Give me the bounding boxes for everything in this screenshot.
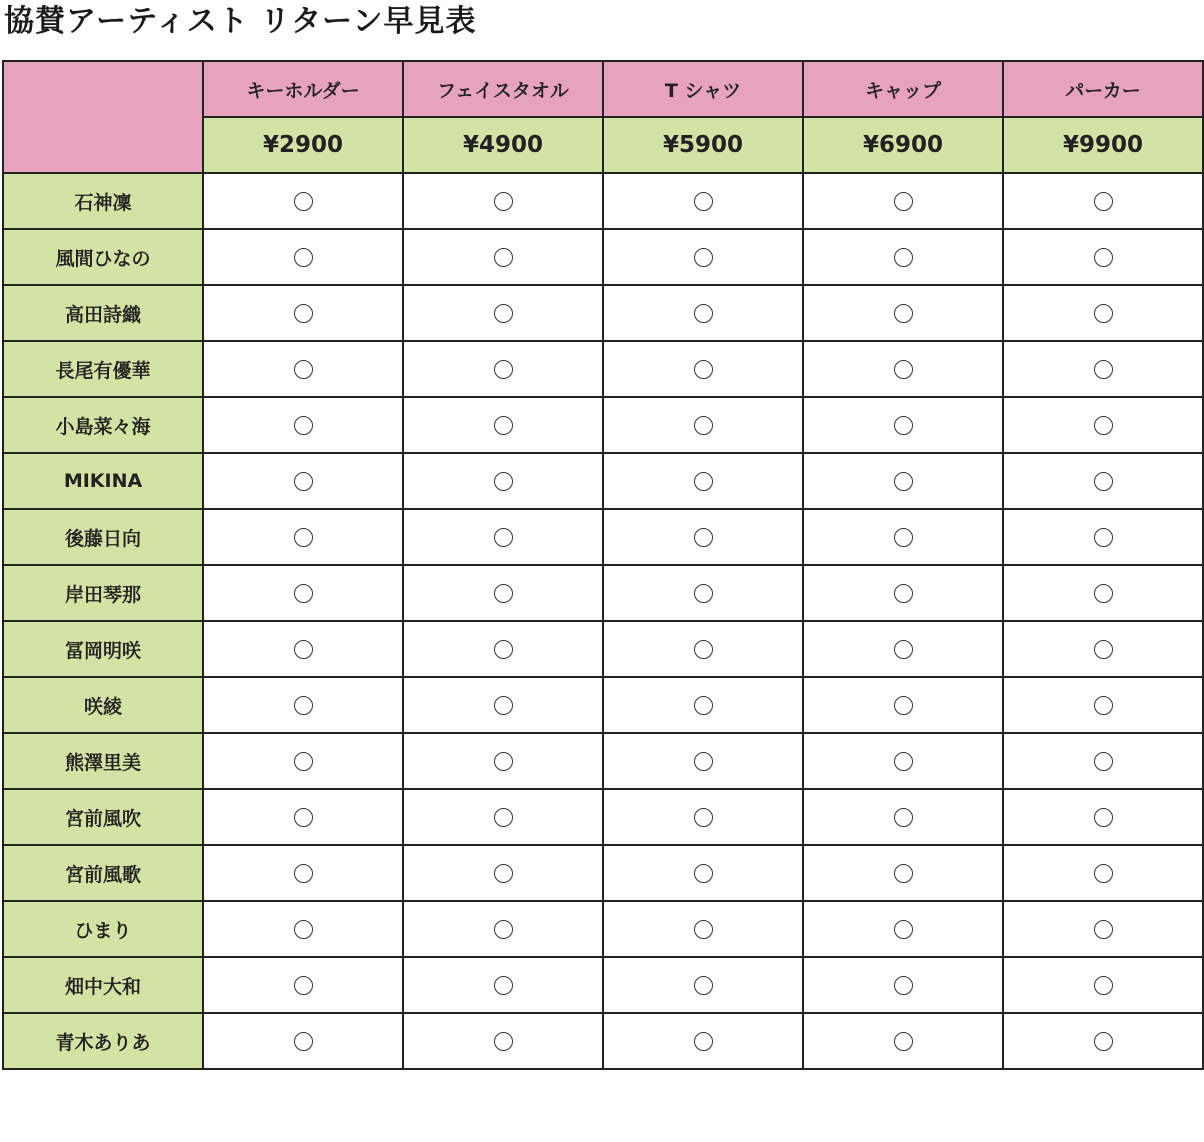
availability-cell — [403, 453, 603, 509]
availability-cell — [403, 621, 603, 677]
availability-cell — [403, 901, 603, 957]
circle-mark-icon — [294, 864, 313, 883]
availability-cell — [203, 1013, 403, 1069]
circle-mark-icon — [1094, 192, 1113, 211]
availability-cell — [203, 229, 403, 285]
circle-mark-icon — [1094, 304, 1113, 323]
circle-mark-icon — [294, 360, 313, 379]
price-t-shirt: ¥5900 — [603, 117, 803, 173]
circle-mark-icon — [1094, 920, 1113, 939]
availability-cell — [803, 509, 1003, 565]
availability-cell — [403, 957, 603, 1013]
circle-mark-icon — [494, 640, 513, 659]
availability-cell — [203, 845, 403, 901]
artist-name: 宮前風歌 — [3, 845, 203, 901]
artist-name: 咲綾 — [3, 677, 203, 733]
availability-cell — [403, 845, 603, 901]
circle-mark-icon — [494, 528, 513, 547]
price-hoodie: ¥9900 — [1003, 117, 1203, 173]
circle-mark-icon — [694, 864, 713, 883]
availability-cell — [1003, 509, 1203, 565]
availability-cell — [603, 1013, 803, 1069]
circle-mark-icon — [1094, 416, 1113, 435]
availability-cell — [403, 285, 603, 341]
circle-mark-icon — [294, 528, 313, 547]
circle-mark-icon — [1094, 976, 1113, 995]
artist-name: ひまり — [3, 901, 203, 957]
circle-mark-icon — [894, 472, 913, 491]
availability-cell — [1003, 621, 1203, 677]
table-row — [3, 285, 1203, 341]
availability-cell — [203, 285, 403, 341]
table-row — [3, 845, 1203, 901]
availability-cell — [203, 621, 403, 677]
circle-mark-icon — [1094, 640, 1113, 659]
artist-name: 風間ひなの — [3, 229, 203, 285]
availability-cell — [803, 789, 1003, 845]
circle-mark-icon — [894, 528, 913, 547]
circle-mark-icon — [1094, 360, 1113, 379]
circle-mark-icon — [894, 416, 913, 435]
circle-mark-icon — [1094, 696, 1113, 715]
availability-cell — [603, 285, 803, 341]
artist-name: 石神凜 — [3, 173, 203, 229]
circle-mark-icon — [294, 248, 313, 267]
circle-mark-icon — [694, 696, 713, 715]
circle-mark-icon — [494, 248, 513, 267]
table-row — [3, 789, 1203, 845]
availability-cell — [203, 453, 403, 509]
circle-mark-icon — [694, 808, 713, 827]
circle-mark-icon — [694, 472, 713, 491]
table-row — [3, 229, 1203, 285]
artist-name: 宮前風吹 — [3, 789, 203, 845]
availability-cell — [803, 733, 1003, 789]
availability-cell — [203, 677, 403, 733]
table-row — [3, 621, 1203, 677]
item-header-face-towel: フェイスタオル — [403, 61, 603, 117]
circle-mark-icon — [494, 360, 513, 379]
circle-mark-icon — [694, 752, 713, 771]
artist-name: 冨岡明咲 — [3, 621, 203, 677]
circle-mark-icon — [294, 808, 313, 827]
circle-mark-icon — [694, 920, 713, 939]
availability-cell — [803, 397, 1003, 453]
circle-mark-icon — [1094, 528, 1113, 547]
circle-mark-icon — [694, 640, 713, 659]
availability-cell — [1003, 453, 1203, 509]
circle-mark-icon — [494, 976, 513, 995]
circle-mark-icon — [494, 416, 513, 435]
circle-mark-icon — [894, 192, 913, 211]
availability-cell — [403, 173, 603, 229]
circle-mark-icon — [294, 976, 313, 995]
circle-mark-icon — [494, 192, 513, 211]
availability-cell — [603, 341, 803, 397]
circle-mark-icon — [894, 1032, 913, 1051]
circle-mark-icon — [494, 472, 513, 491]
circle-mark-icon — [294, 696, 313, 715]
artist-name: 畑中大和 — [3, 957, 203, 1013]
artist-name: 小島菜々海 — [3, 397, 203, 453]
circle-mark-icon — [894, 248, 913, 267]
availability-cell — [203, 565, 403, 621]
availability-cell — [803, 229, 1003, 285]
circle-mark-icon — [694, 416, 713, 435]
circle-mark-icon — [494, 1032, 513, 1051]
availability-cell — [1003, 733, 1203, 789]
circle-mark-icon — [494, 696, 513, 715]
circle-mark-icon — [294, 920, 313, 939]
availability-cell — [403, 509, 603, 565]
circle-mark-icon — [294, 304, 313, 323]
circle-mark-icon — [494, 920, 513, 939]
circle-mark-icon — [694, 528, 713, 547]
availability-cell — [803, 621, 1003, 677]
circle-mark-icon — [494, 584, 513, 603]
availability-cell — [603, 733, 803, 789]
availability-cell — [1003, 789, 1203, 845]
circle-mark-icon — [694, 304, 713, 323]
availability-cell — [403, 229, 603, 285]
circle-mark-icon — [894, 696, 913, 715]
availability-cell — [1003, 229, 1203, 285]
availability-cell — [603, 509, 803, 565]
item-header-row — [3, 61, 1203, 117]
circle-mark-icon — [494, 304, 513, 323]
availability-cell — [403, 1013, 603, 1069]
table-row — [3, 733, 1203, 789]
circle-mark-icon — [294, 752, 313, 771]
artist-rows — [3, 173, 1203, 1069]
circle-mark-icon — [894, 304, 913, 323]
rewards-table — [2, 60, 1204, 1070]
availability-cell — [1003, 173, 1203, 229]
availability-cell — [1003, 845, 1203, 901]
corner-cell — [3, 61, 203, 173]
availability-cell — [803, 453, 1003, 509]
artist-name: 青木ありあ — [3, 1013, 203, 1069]
availability-cell — [803, 285, 1003, 341]
availability-cell — [803, 957, 1003, 1013]
availability-cell — [203, 509, 403, 565]
circle-mark-icon — [494, 808, 513, 827]
availability-cell — [1003, 901, 1203, 957]
availability-cell — [203, 173, 403, 229]
price-face-towel: ¥4900 — [403, 117, 603, 173]
availability-cell — [603, 677, 803, 733]
circle-mark-icon — [894, 752, 913, 771]
price-keychain: ¥2900 — [203, 117, 403, 173]
circle-mark-icon — [294, 472, 313, 491]
circle-mark-icon — [894, 360, 913, 379]
availability-cell — [803, 1013, 1003, 1069]
table-row — [3, 341, 1203, 397]
circle-mark-icon — [294, 640, 313, 659]
circle-mark-icon — [1094, 472, 1113, 491]
table-row — [3, 453, 1203, 509]
circle-mark-icon — [894, 808, 913, 827]
availability-cell — [403, 677, 603, 733]
availability-cell — [203, 901, 403, 957]
availability-cell — [603, 621, 803, 677]
availability-cell — [1003, 1013, 1203, 1069]
availability-cell — [803, 677, 1003, 733]
table-row — [3, 565, 1203, 621]
table-row — [3, 397, 1203, 453]
availability-cell — [803, 901, 1003, 957]
availability-cell — [603, 397, 803, 453]
circle-mark-icon — [1094, 248, 1113, 267]
artist-name: MIKINA — [3, 453, 203, 509]
availability-cell — [203, 733, 403, 789]
availability-cell — [403, 733, 603, 789]
table-row — [3, 173, 1203, 229]
circle-mark-icon — [694, 584, 713, 603]
item-header-cap: キャップ — [803, 61, 1003, 117]
circle-mark-icon — [294, 584, 313, 603]
circle-mark-icon — [494, 864, 513, 883]
availability-cell — [403, 341, 603, 397]
availability-cell — [203, 397, 403, 453]
circle-mark-icon — [694, 360, 713, 379]
availability-cell — [603, 901, 803, 957]
availability-cell — [803, 341, 1003, 397]
availability-cell — [603, 845, 803, 901]
artist-name: 岸田琴那 — [3, 565, 203, 621]
artist-name: 熊澤里美 — [3, 733, 203, 789]
artist-name: 長尾有優華 — [3, 341, 203, 397]
table-row — [3, 957, 1203, 1013]
availability-cell — [803, 173, 1003, 229]
availability-cell — [1003, 957, 1203, 1013]
circle-mark-icon — [494, 752, 513, 771]
availability-cell — [203, 957, 403, 1013]
circle-mark-icon — [1094, 864, 1113, 883]
item-header-keychain: キーホルダー — [203, 61, 403, 117]
availability-cell — [403, 397, 603, 453]
circle-mark-icon — [894, 584, 913, 603]
circle-mark-icon — [894, 920, 913, 939]
availability-cell — [603, 173, 803, 229]
availability-cell — [1003, 285, 1203, 341]
table-row — [3, 1013, 1203, 1069]
item-header-t-shirt: T シャツ — [603, 61, 803, 117]
availability-cell — [203, 789, 403, 845]
table-row — [3, 901, 1203, 957]
availability-cell — [803, 565, 1003, 621]
circle-mark-icon — [694, 1032, 713, 1051]
artist-name: 後藤日向 — [3, 509, 203, 565]
circle-mark-icon — [694, 976, 713, 995]
circle-mark-icon — [694, 192, 713, 211]
circle-mark-icon — [894, 864, 913, 883]
availability-cell — [1003, 397, 1203, 453]
availability-cell — [603, 453, 803, 509]
circle-mark-icon — [294, 1032, 313, 1051]
circle-mark-icon — [1094, 584, 1113, 603]
availability-cell — [603, 789, 803, 845]
table-row — [3, 677, 1203, 733]
circle-mark-icon — [1094, 752, 1113, 771]
availability-cell — [403, 789, 603, 845]
availability-cell — [603, 565, 803, 621]
availability-cell — [803, 845, 1003, 901]
page-title: 協賛アーティスト リターン早見表 — [4, 4, 477, 39]
circle-mark-icon — [1094, 1032, 1113, 1051]
availability-cell — [1003, 565, 1203, 621]
availability-cell — [1003, 677, 1203, 733]
table-row — [3, 509, 1203, 565]
circle-mark-icon — [294, 416, 313, 435]
circle-mark-icon — [894, 976, 913, 995]
availability-cell — [603, 229, 803, 285]
circle-mark-icon — [294, 192, 313, 211]
price-cap: ¥6900 — [803, 117, 1003, 173]
availability-cell — [403, 565, 603, 621]
availability-cell — [603, 957, 803, 1013]
availability-cell — [203, 341, 403, 397]
circle-mark-icon — [894, 640, 913, 659]
circle-mark-icon — [694, 248, 713, 267]
item-header-hoodie: パーカー — [1003, 61, 1203, 117]
circle-mark-icon — [1094, 808, 1113, 827]
availability-cell — [1003, 341, 1203, 397]
artist-name: 高田詩織 — [3, 285, 203, 341]
